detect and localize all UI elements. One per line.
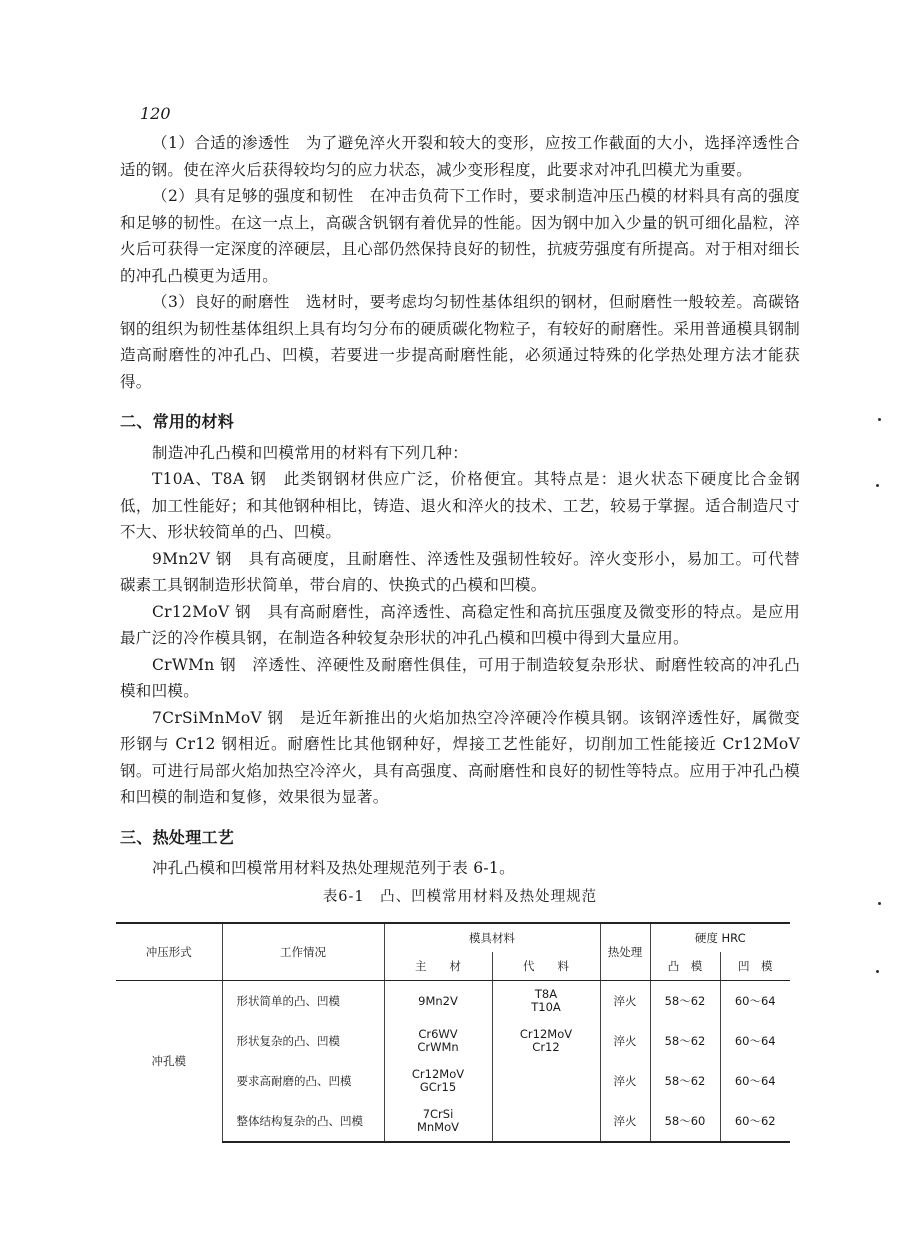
heat-treatment-cell: 淬火 [600,981,650,1022]
scan-speck [876,484,879,487]
die-hardness-cell: 60～64 [720,1021,790,1061]
header-hardness: 硬度 HRC [650,923,790,952]
sub-material-cell [492,1061,600,1101]
punch-hardness-cell: 58～62 [650,1021,720,1061]
main-material-cell: 7CrSi MnMoV [384,1101,492,1142]
header-condition: 工作情况 [222,923,384,981]
paragraph: T10A、T8A 钢 此类钢钢材供应广泛，价格便宜。其特点是：退火状态下硬度比合金钢低，加工性能好；和其他钢种相比，铸造、退火和淬火的技术、工艺，较易于掌握。适合制造尺寸不大、形状较简单的凸、凹模。 [120,470,800,541]
condition-cell: 整体结构复杂的凸、凹模 [222,1101,384,1142]
section-heading: 三、热处理工艺 [120,827,235,847]
header-heat: 热处理 [600,923,650,981]
sub-material-cell [492,1101,600,1142]
condition-cell: 要求高耐磨的凸、凹模 [222,1061,384,1101]
sub-material-cell: T8A T10A [492,981,600,1022]
paragraph: Cr12MoV 钢 具有高耐磨性，高淬透性、高稳定性和高抗压强度及微变形的特点。是应用最广泛的冷作模具钢，在制造各种较复杂形状的冲孔凸模和凹模中得到大量应用。 [120,602,800,647]
condition-cell: 形状简单的凸、凹模 [222,981,384,1022]
paragraph: （2）具有足够的强度和韧性 在冲击负荷下工作时，要求制造冲压凸模的材料具有高的强度和足够的韧性。在这一点上，高碳含钒钢有着优异的性能。因为钢中加入少量的钒可细化晶粒，淬火后可获得一定深度的淬硬层，且心部仍然保持良好的韧性，抗疲劳强度有所提高。对于相对细长的冲孔凸模更为适用。 [120,187,800,285]
scan-speck [878,902,881,905]
header-sub: 代 料 [492,952,600,981]
spec-table [116,922,790,1143]
main-material-cell: Cr6WV CrWMn [384,1021,492,1061]
main-material-cell: 9Mn2V [384,981,492,1022]
section-heading: 二、常用的材料 [120,412,235,431]
heat-treatment-cell: 淬火 [600,1061,650,1101]
scan-speck [878,418,881,421]
table-row [116,981,790,1022]
punch-hardness-cell: 58～62 [650,981,720,1022]
paragraph: 冲孔凸模和凹模常用材料及热处理规范列于表 6-1。 [152,859,515,877]
die-hardness-cell: 60～64 [720,981,790,1022]
scan-speck [876,970,879,973]
header-material: 模具材料 [384,923,600,952]
paragraph: CrWMn 钢 淬透性、淬硬性及耐磨性俱佳，可用于制造较复杂形状、耐磨性较高的冲孔凸模和凹模。 [120,655,800,700]
die-hardness-cell: 60～62 [720,1101,790,1142]
body-text [120,130,800,910]
paragraph: 9Mn2V 钢 具有高硬度，且耐磨性、淬透性及强韧性较好。淬火变形小，易加工。可代替碳素工具钢制造形状简单，带台肩的、快换式的凸模和凹模。 [120,549,800,594]
punch-hardness-cell: 58～62 [650,1061,720,1101]
paragraph: 制造冲孔凸模和凹模常用的材料有下列几种： [152,443,469,462]
table-caption: 表6-1 凸、凹模常用材料及热处理规范 [322,888,598,905]
paragraph: 7CrSiMnMoV 钢 是近年新推出的火焰加热空冷淬硬冷作模具钢。该钢淬透性好，属微变形钢与 Cr12 钢相近。耐磨性比其他钢种好，焊接工艺性能好，切削加工性能接近 Cr12MoV 钢。可进行局部火焰加热空冷淬火，具有高强度、高耐磨性和良好的韧性等特点。应用于冲孔凸模和凹模的制造和复修，效果很为显著。 [120,708,800,806]
header-type: 冲压形式 [116,923,222,981]
die-hardness-cell: 60～64 [720,1061,790,1101]
heat-treatment-cell: 淬火 [600,1101,650,1142]
condition-cell: 形状复杂的凸、凹模 [222,1021,384,1061]
page-number: 120 [140,104,171,123]
heat-treatment-cell: 淬火 [600,1021,650,1061]
header-punch: 凸 模 [650,952,720,981]
punch-hardness-cell: 58～60 [650,1101,720,1142]
paragraph: （3）良好的耐磨性 选材时，要考虑均匀韧性基体组织的钢材，但耐磨性一般较差。高碳铬钢的组织为韧性基体组织上具有均匀分布的硬质碳化物粒子，有较好的耐磨性。采用普通模具钢制造高耐磨性的冲孔凸、凹模，若要进一步提高耐磨性能，必须通过特殊的化学热处理方法才能获得。 [120,293,800,391]
sub-material-cell: Cr12MoV Cr12 [492,1021,600,1061]
paragraph: （1）合适的渗透性 为了避免淬火开裂和较大的变形，应按工作截面的大小，选择淬透性合适的钢。使在淬火后获得较均匀的应力状态，减少变形程度，此要求对冲孔凹模尤为重要。 [120,134,800,179]
main-material-cell: Cr12MoV GCr15 [384,1061,492,1101]
header-main: 主 材 [384,952,492,981]
header-die: 凹 模 [720,952,790,981]
group-label: 冲孔模 [151,1054,186,1068]
